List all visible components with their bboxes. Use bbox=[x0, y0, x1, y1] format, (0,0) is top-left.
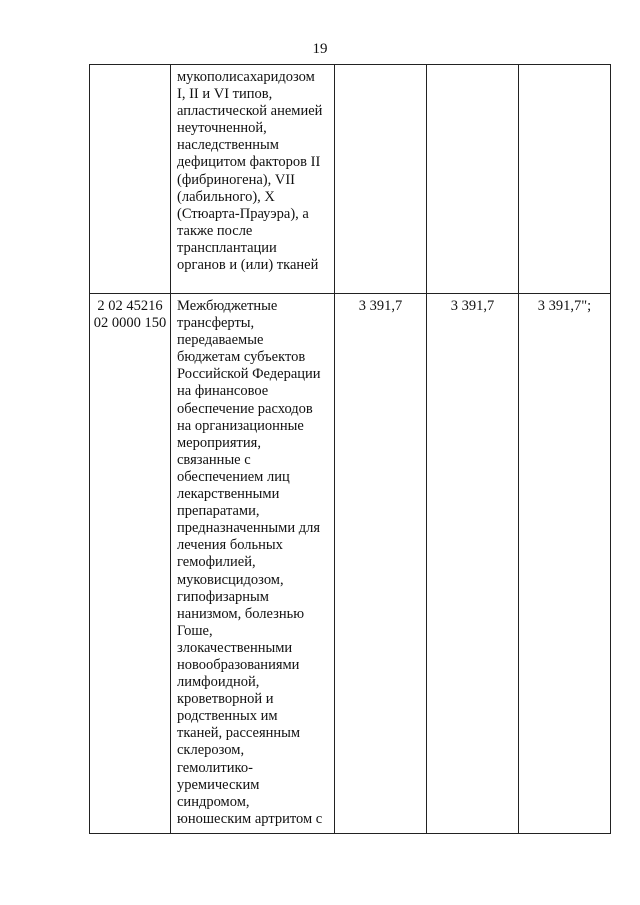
description-cell: Межбюджетные трансферты, передаваемые бюджетам субъектов Российской Федерации на финансовое обеспечение расходов на организационные мероприятия, связанные с обеспечением лиц лекарственными препаратами, предназначенными для лечения больных гемофилией, муковисцидозом, гипофизарным нанизмом, болезнью Гоше, злокачественными новообразованиями лимфоидной, кроветворной и родственных им тканей, рассеянным склерозом, гемолитико- уремическим синдромом, юношеским артритом с bbox=[171, 294, 335, 834]
value-cell bbox=[427, 65, 519, 294]
page-number: 19 bbox=[312, 41, 328, 57]
budget-code-cell: 2 02 45216 02 0000 150 bbox=[90, 294, 171, 834]
value-cell: 3 391,7 bbox=[335, 294, 427, 834]
value-cell bbox=[335, 65, 427, 294]
description-cell: мукополисахаридозом I, II и VI типов, апластической анемией неуточненной, наследственным дефицитом факторов II (фибриногена), VII (лабильного), X (Стюарта-Прауэра), а также после трансплантации органов и (или) тканей bbox=[171, 65, 335, 294]
budget-code-cell bbox=[90, 65, 171, 294]
table-row bbox=[90, 65, 611, 294]
budget-table bbox=[89, 64, 611, 834]
table-row bbox=[90, 294, 611, 834]
value-cell: 3 391,7"; bbox=[519, 294, 611, 834]
value-cell: 3 391,7 bbox=[427, 294, 519, 834]
value-cell bbox=[519, 65, 611, 294]
